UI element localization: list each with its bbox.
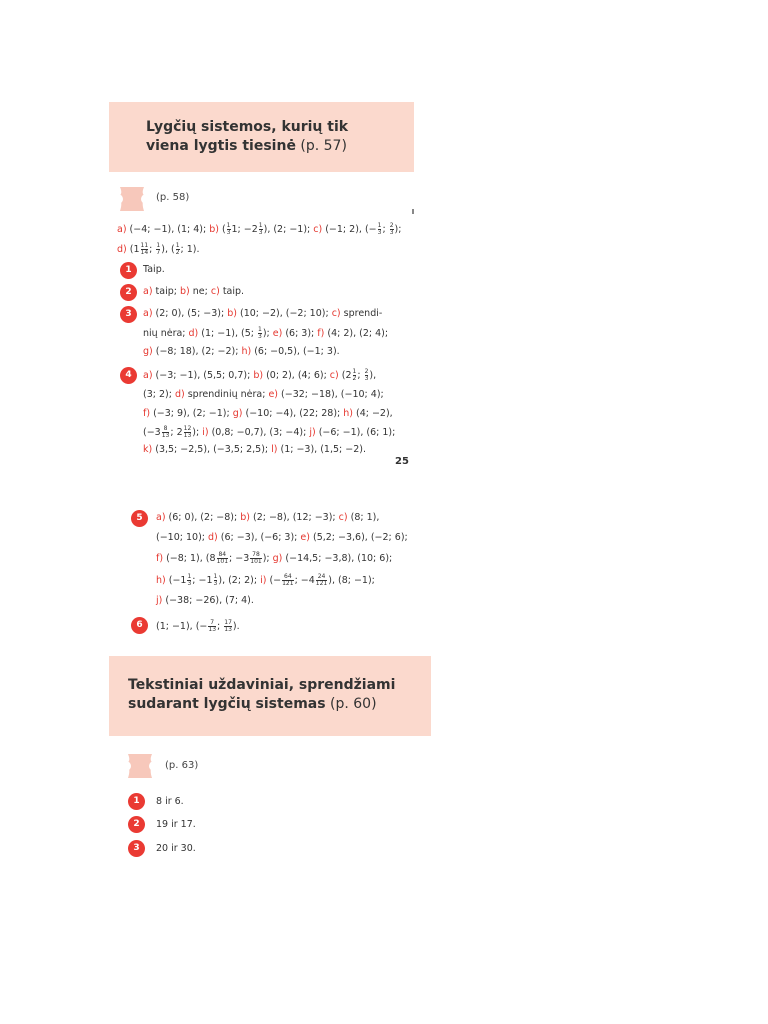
intro-line-2: d) (1 $\frac{11}{14}$ ; $\frac{1}{7}$ ), ( $\frac{1}{2}$ ; 1). [117, 242, 200, 256]
exercise-3-line-2: nių nėra; d) (1; −1), (5; $\frac{1}{3}$ ); e) (6; 3); f) (4; 2), (2; 4); [143, 326, 389, 340]
exercise-number-2: 2 [120, 284, 137, 301]
intro-line-1: a) (−4; −1), (1; 4); b) ( $\frac{1}{3}$ 1; −2 $\frac{1}{3}$ ), (2; −1); c) (−1; 2), (− $\frac{1}{3}$ ; $\frac{2}{3}$ ); [117, 222, 402, 236]
exercise-5-line-4: h) (−1 $\frac{1}{3}$ ; −1 $\frac{1}{3}$ ), (2; 2); i) (− $\frac{64}{121}$ ; −4 $\frac{24}{121}$ ), (8; −1); [156, 573, 375, 587]
exercise-blob-icon [122, 752, 158, 780]
exercise-5-line-3: f) (−8; 1), (8 $\frac{84}{101}$ ; −3 $\frac{78}{101}$ ); g) (−14,5; −3,8), (10; 6); [156, 551, 393, 565]
exercise-4-line-4: (−3 $\frac{8}{13}$ ; 2 $\frac{12}{13}$ ); i) (0,8; −0,7), (3; −4); j) (−6; −1), (6; 1); [143, 425, 396, 439]
task-number-2: 2 [128, 816, 145, 833]
section-title-2 [128, 676, 418, 714]
section-banner-1 [109, 102, 414, 172]
exercise-5-line-1: a) (6; 0), (2; −8); b) (2; −8), (12; −3); c) (8; 1), [156, 512, 380, 523]
page-ref-1: (p. 58) [156, 192, 190, 203]
exercise-number-6: 6 [131, 617, 148, 634]
page-ref-2: (p. 63) [165, 760, 199, 771]
exercise-blob-icon [114, 185, 150, 213]
section-title-1-text: Lygčių sistemos, kurių tik viena lygtis tiesinė [146, 119, 349, 154]
exercise-4-line-2: (3; 2); d) sprendinių nėra; e) (−32; −18), (−10; 4); [143, 389, 384, 400]
exercise-number-4: 4 [120, 367, 137, 384]
task-2-text: 19 ir 17. [156, 819, 196, 830]
task-3-text: 20 ir 30. [156, 843, 196, 854]
exercise-1-line: Taip. [143, 264, 165, 275]
exercise-4-line-5: k) (3,5; −2,5), (−3,5; 2,5); l) (1; −3), (1,5; −2). [143, 444, 366, 455]
exercise-4-line-1: a) (−3; −1), (5,5; 0,7); b) (0; 2), (4; 6); c) (2 $\frac{1}{2}$ ; $\frac{2}{3}$ ), [143, 368, 377, 382]
section-banner-2 [109, 656, 431, 736]
section-title-2-page: (p. 60) [330, 696, 377, 712]
task-number-1: 1 [128, 793, 145, 810]
exercise-4-line-3: f) (−3; 9), (2; −1); g) (−10; −4), (22; 28); h) (4; −2), [143, 408, 393, 419]
section-title-2-text: Tekstiniai uždaviniai, sprendžiami sudarant lygčių sistemas [128, 677, 396, 712]
exercise-3-line-1: a) (2; 0), (5; −3); b) (10; −2), (−2; 10); c) sprendi- [143, 308, 383, 319]
exercise-3-line-3: g) (−8; 18), (2; −2); h) (6; −0,5), (−1; 3). [143, 346, 340, 357]
exercise-5-line-2: (−10; 10); d) (6; −3), (−6; 3); e) (5,2; −3,6), (−2; 6); [156, 532, 408, 543]
page-number: 25 [395, 456, 409, 467]
exercise-5-line-5: j) (−38; −26), (7; 4). [156, 595, 254, 606]
exercise-number-1: 1 [120, 262, 137, 279]
task-number-3: 3 [128, 840, 145, 857]
edge-mark [412, 209, 414, 214]
exercise-6-line: (1; −1), (− $\frac{7}{13}$ ; $\frac{17}{13}$ ). [156, 619, 240, 633]
exercise-number-5: 5 [131, 510, 148, 527]
task-1-text: 8 ir 6. [156, 796, 184, 807]
exercise-2-line: a) taip; b) ne; c) taip. [143, 286, 245, 297]
section-title-1-page: (p. 57) [300, 138, 347, 154]
section-title-1 [146, 118, 391, 156]
exercise-number-3: 3 [120, 306, 137, 323]
